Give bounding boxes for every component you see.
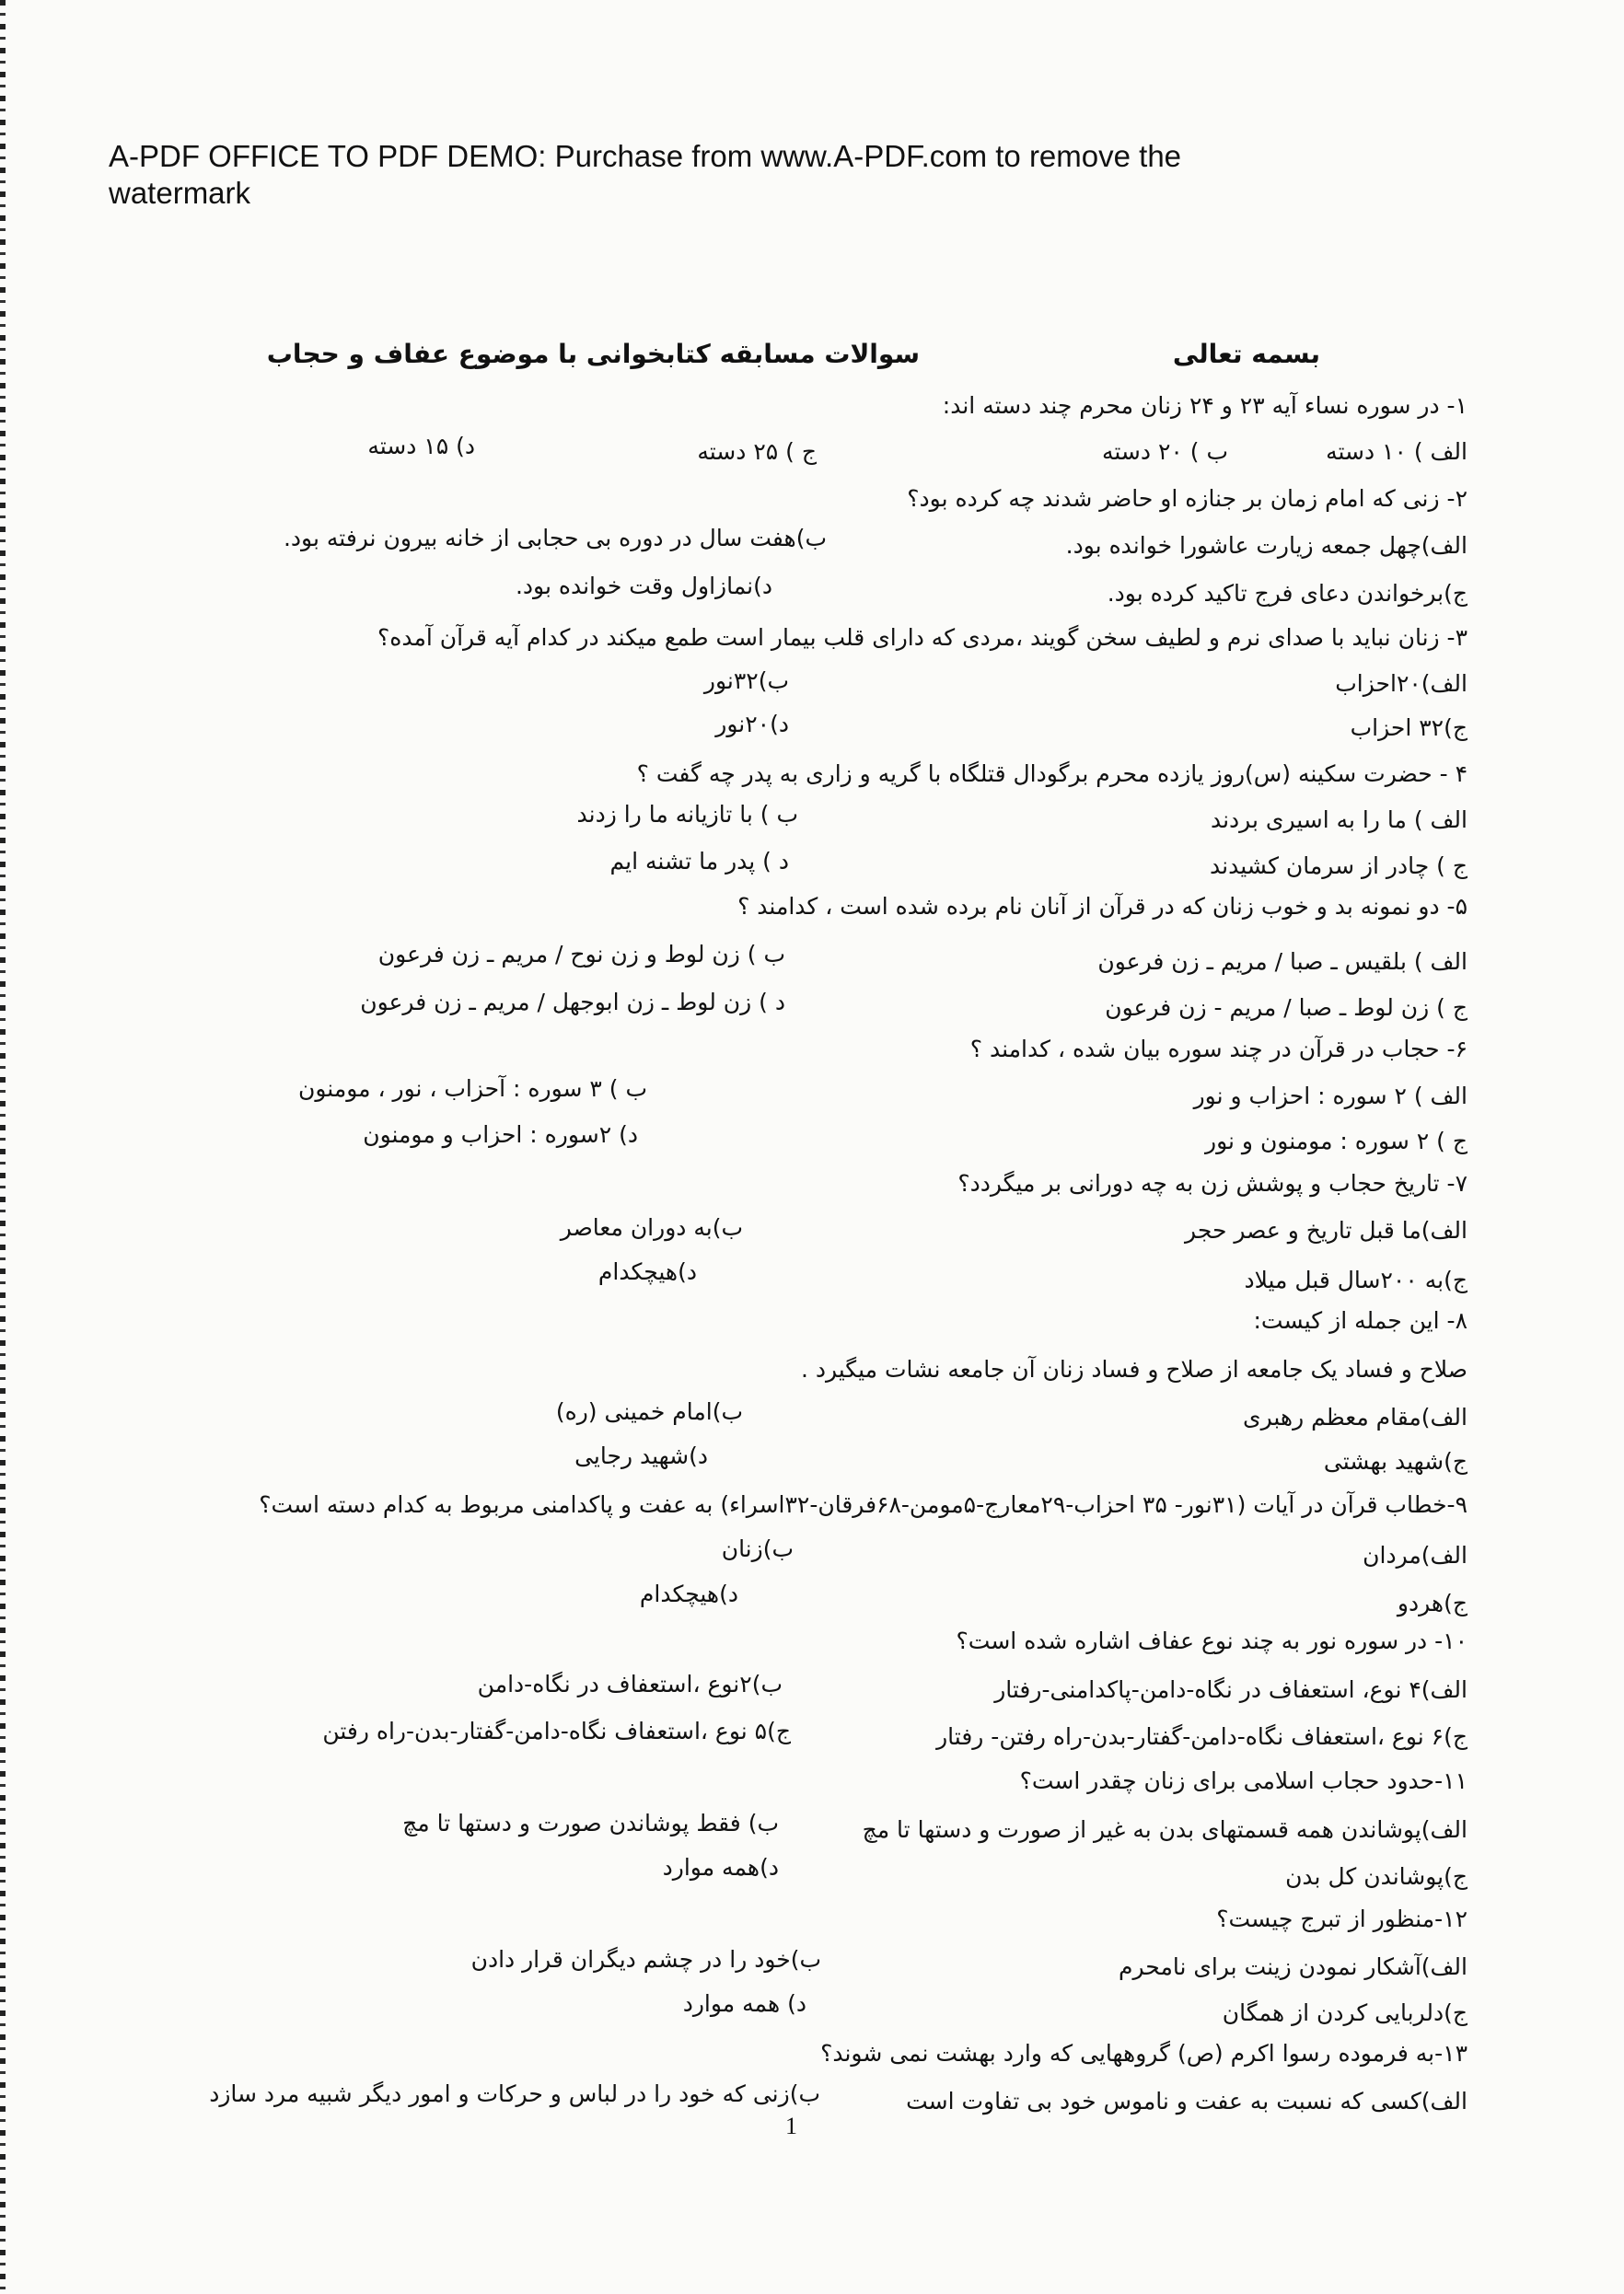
question-2: ۲- زنی که امام زمان بر جنازه او حاضر شدند چه کرده بود؟ — [907, 485, 1467, 512]
q7-option-a: الف)ما قبل تاریخ و عصر حجر — [1185, 1217, 1467, 1244]
q4-option-a: الف ) ما را به اسیری بردند — [1210, 806, 1467, 833]
q1-option-a: الف ) ۱۰ دسته — [1326, 438, 1467, 465]
q2-option-c: ج)برخواندن دعای فرج تاکید کرده بود. — [1107, 580, 1467, 607]
q4-option-c: ج ) چادر از سرمان کشیدند — [1210, 852, 1467, 879]
q10-option-b: ب)۲نوع ،استعفاف در نگاه-دامن — [477, 1671, 783, 1697]
q9-option-a: الف)مردان — [1363, 1542, 1467, 1569]
q3-option-d: د)۲۰نور — [715, 711, 789, 737]
question-8-quote: صلاح و فساد یک جامعه از صلاح و فساد زنان آن جامعه نشات میگیرد . — [800, 1356, 1467, 1383]
question-10: ۱۰- در سوره نور به چند نوع عفاف اشاره شده است؟ — [956, 1628, 1467, 1654]
q5-option-c: ج ) زن لوط ـ صبا / مریم - زن فرعون — [1105, 994, 1467, 1021]
q6-option-c: ج ) ۲ سوره : مومنون و نور — [1205, 1128, 1467, 1154]
q11-option-a: الف)پوشاندن همه قسمتهای بدن به غیر از صورت و دستها تا مچ — [862, 1816, 1467, 1843]
q6-option-d: د) ۲سوره : احزاب و مومنون — [363, 1121, 638, 1148]
q10-option-d: ج)۵ نوع ،استعفاف نگاه-دامن-گفتار-بدن-راه رفتن — [322, 1718, 791, 1744]
q13-option-a: الف)کسی که نسبت به عفت و ناموس خود بی تفاوت است — [906, 2088, 1467, 2114]
q7-option-b: ب)به دوران معاصر — [560, 1214, 743, 1241]
q13-option-b: ب)زنی که خود را در لباس و حرکات و امور دیگر شبیه مرد سازد — [209, 2080, 820, 2107]
q9-option-c: ج)هردو — [1397, 1590, 1467, 1616]
q1-option-d: د) ۱۵ دسته — [367, 433, 475, 459]
q9-option-b: ب)زنان — [721, 1535, 794, 1562]
q12-option-a: الف)آشکار نمودن زینت برای نامحرم — [1119, 1953, 1467, 1980]
page-title: سوالات مسابقه کتابخوانی با موضوع عفاف و حجاب — [266, 339, 920, 369]
q8-option-a: الف)مقام معظم رهبری — [1243, 1404, 1467, 1431]
q3-option-c: ج)۳۲ احزاب — [1350, 714, 1467, 741]
q9-option-d: د)هیچکدام — [639, 1581, 738, 1607]
q1-option-b: ب ) ۲۰ دسته — [1101, 438, 1228, 465]
q3-option-b: ب)۳۲نور — [703, 667, 789, 694]
q12-option-c: ج)دلربایی کردن از همگان — [1222, 1999, 1467, 2026]
q7-option-d: د)هیچکدام — [597, 1258, 697, 1285]
q5-option-b: ب ) زن لوط و زن نوح / مریم ـ زن فرعون — [377, 941, 785, 967]
q8-option-b: ب)امام خمینی (ره) — [555, 1398, 743, 1425]
q1-option-c: ج ) ۲۵ دسته — [697, 438, 817, 465]
q4-option-d: د ) پدر ما تشنه ایم — [609, 848, 789, 875]
q6-option-a: الف ) ۲ سوره : احزاب و نور — [1193, 1083, 1467, 1109]
question-3: ۳- زنان نباید با صدای نرم و لطیف سخن گویند ،مردی که دارای قلب بیمار است طمع میکند در کدام آیه قرآن آمده؟ — [377, 624, 1467, 651]
question-11: ۱۱-حدود حجاب اسلامی برای زنان چقدر است؟ — [1019, 1767, 1467, 1794]
q12-option-b: ب)خود را در چشم دیگران قرار دادن — [470, 1946, 821, 1973]
question-12: ۱۲-منظور از تبرج چیست؟ — [1216, 1906, 1467, 1932]
q5-option-a: الف ) بلقیس ـ صبا / مریم ـ زن فرعون — [1097, 948, 1467, 975]
q2-option-d: د)نمازاول وقت خوانده بود. — [515, 573, 772, 599]
q2-option-a: الف)چهل جمعه زیارت عاشورا خوانده بود. — [1065, 532, 1467, 559]
q11-option-d: د)همه موارد — [662, 1854, 779, 1881]
question-4: ۴ - حضرت سکینه (س)روز یازده محرم برگودال قتلگاه با گریه و زاری به پدر چه گفت ؟ — [636, 760, 1467, 787]
question-9: ۹-خطاب قرآن در آیات (۳۱نور- ۳۵ احزاب-۲۹معارج-۵مومن-۶۸فرقان-۳۲اسراء) به عفت و پاکدامنی مربوط به کدام دسته است؟ — [259, 1491, 1467, 1518]
q2-option-b: ب)هفت سال در دوره بی حجابی از خانه بیرون نرفته بود. — [283, 525, 827, 551]
q10-option-a: الف)۴ نوع، استعفاف در نگاه-دامن-پاکدامنی-رفتار — [994, 1676, 1467, 1703]
q6-option-b: ب ) ۳ سوره : آحزاب ، نور ، مومنون — [298, 1075, 647, 1102]
question-1: ۱- در سوره نساء آیه ۲۳ و ۲۴ زنان محرم چند دسته اند: — [942, 392, 1467, 419]
q7-option-c: ج)به ۲۰۰سال قبل میلاد — [1244, 1267, 1467, 1293]
bismillah-heading: بسمه تعالی — [1172, 339, 1320, 369]
q5-option-d: د ) زن لوط ـ زن ابوجهل / مریم ـ زن فرعون — [360, 989, 785, 1015]
q11-option-b: ب) فقط پوشاندن صورت و دستها تا مچ — [402, 1810, 779, 1836]
question-6: ۶- حجاب در قرآن در چند سوره بیان شده ، کدامند ؟ — [969, 1036, 1467, 1062]
watermark: A-PDF OFFICE TO PDF DEMO: Purchase from www.A-PDF.com to remove the watermark — [109, 139, 1182, 210]
page-number: 1 — [785, 2113, 797, 2139]
q8-option-d: د)شهید رجایی — [574, 1442, 708, 1469]
q11-option-c: ج)پوشاندن کل بدن — [1285, 1863, 1467, 1890]
q10-option-c: ج)۶ نوع ،استعفاف نگاه-دامن-گفتار-بدن-راه رفتن- رفتار — [936, 1723, 1467, 1750]
question-7: ۷- تاریخ حجاب و پوشش زن به چه دورانی بر میگردد؟ — [957, 1170, 1467, 1197]
q8-option-c: ج)شهید بهشتی — [1323, 1448, 1467, 1475]
question-8: ۸- این جمله از کیست: — [1253, 1307, 1467, 1334]
q4-option-b: ب ) با تازیانه ما را زدند — [576, 801, 798, 828]
scan-edge — [0, 0, 6, 2294]
question-5: ۵- دو نمونه بد و خوب زنان که در قرآن از آنان نام برده شده است ، کدامند ؟ — [737, 893, 1467, 920]
q12-option-d: د) همه موارد — [682, 1990, 806, 2017]
q3-option-a: الف)۲۰احزاب — [1335, 670, 1467, 697]
question-13: ۱۳-به فرموده رسوا اکرم (ص) گروههایی که وارد بهشت نمی شوند؟ — [820, 2040, 1467, 2067]
